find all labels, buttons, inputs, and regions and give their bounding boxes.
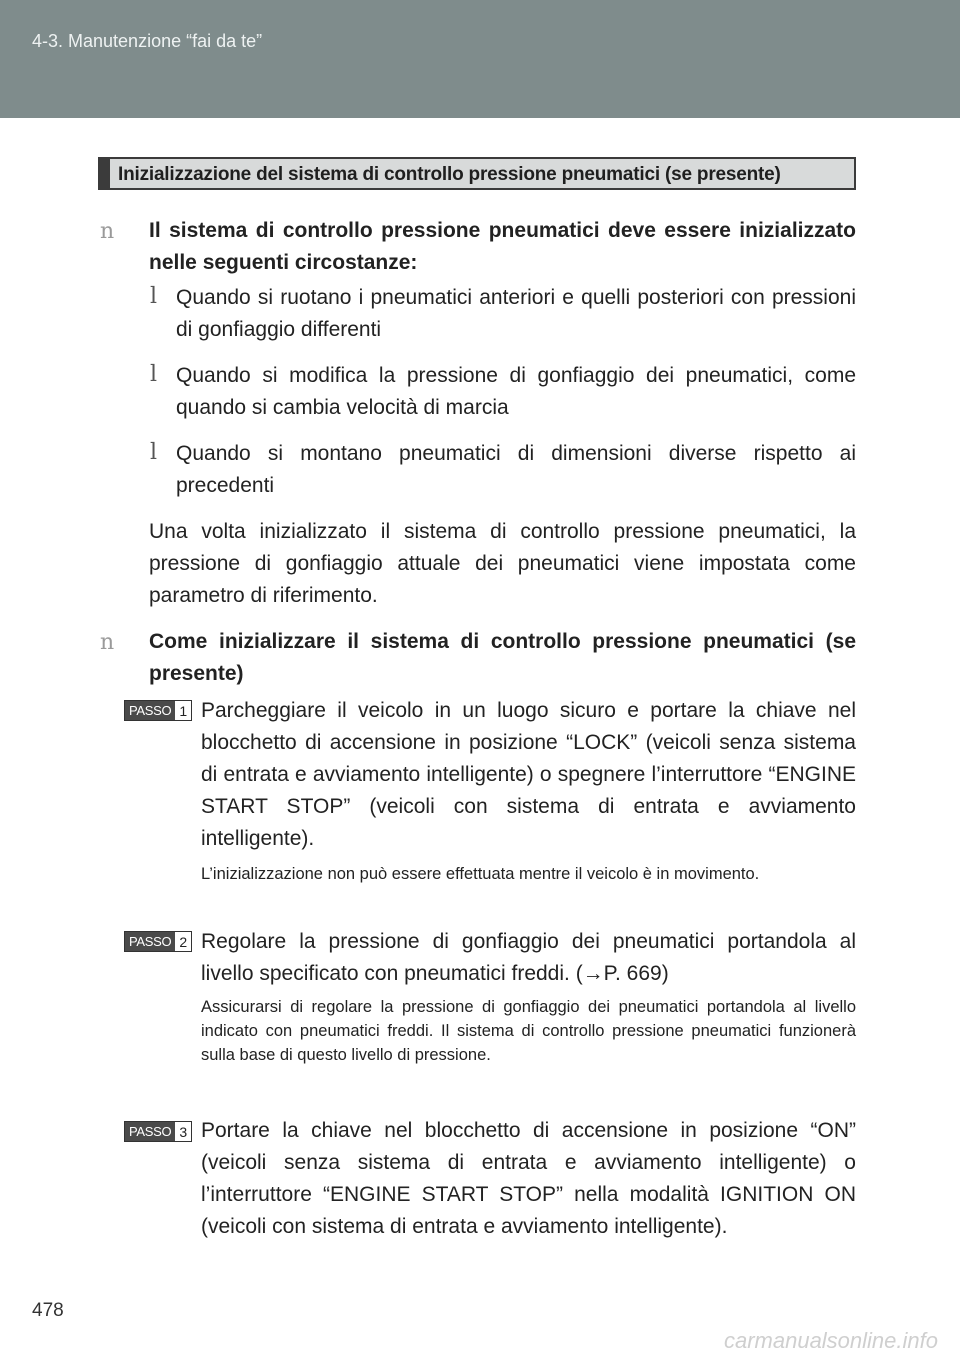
list-item: Quando si modifica la pressione di gonfiaggio dei pneumatici, come quando si cambia velocità di marcia <box>176 364 856 419</box>
page-number: 478 <box>32 1300 64 1321</box>
step-number: 3 <box>175 1122 191 1141</box>
step-note: L’inizializzazione non può essere effettuata mentre il veicolo è in movimento. <box>201 865 760 883</box>
step-label: PASSO <box>125 932 175 951</box>
header-section-title: 4-3. Manutenzione “fai da te” <box>32 31 263 51</box>
list-item: Quando si montano pneumatici di dimensioni diverse rispetto ai precedenti <box>176 442 856 497</box>
step-label: PASSO <box>125 1122 175 1141</box>
round-bullet-icon: l <box>150 284 158 309</box>
watermark: carmanualsonline.info <box>723 1328 938 1353</box>
section-title: Inizializzazione del sistema di controllo pressione pneumatici (se presente) <box>118 164 781 185</box>
round-bullet-icon: l <box>150 362 158 387</box>
square-bullet-icon: n <box>100 630 115 655</box>
block1-paragraph: Una volta inizializzato il sistema di controllo pressione pneumatici, la pressione di gonfiaggio attuale dei pneumatici viene impostata come parametro di riferimento. <box>149 520 856 607</box>
step-number: 1 <box>175 701 191 720</box>
step-badge <box>124 931 192 952</box>
section-title-bar <box>98 157 856 190</box>
step-text: Regolare la pressione di gonfiaggio dei pneumatici portandola al livello specificato con pneumatici freddi. (→P. 669) <box>201 930 856 985</box>
round-bullet-icon: l <box>150 440 158 465</box>
step-number: 2 <box>175 932 191 951</box>
block2-heading: Come inizializzare il sistema di controllo pressione pneumatici (se presente) <box>149 630 856 685</box>
step-badge <box>124 700 192 721</box>
step-text: Portare la chiave nel blocchetto di accensione in posizione “ON” (veicoli senza sistema di entrata e avviamento intelligente) o l’interruttore “ENGINE START STOP” nella modalità IGNITION ON (veicoli con sistema di entrata e avviamento intelligente). <box>201 1119 856 1238</box>
step-note: Assicurarsi di regolare la pressione di gonfiaggio dei pneumatici portandola al livello indicato con pneumatici freddi. Il sistema di controllo pressione pneumatici funzionerà sulla base di questo livello di pressione. <box>201 998 856 1064</box>
step-badge <box>124 1121 192 1142</box>
step-label: PASSO <box>125 701 175 720</box>
step-text: Parcheggiare il veicolo in un luogo sicuro e portare la chiave nel blocchetto di accensione in posizione “LOCK” (veicoli senza sistema di entrata e avviamento intelligente) o spegnere l’interruttore “ENGINE START STOP” (veicoli con sistema di entrata e avviamento intelligente). <box>201 699 856 850</box>
list-item: Quando si ruotano i pneumatici anteriori e quelli posteriori con pressioni di gonfiaggio differenti <box>176 286 856 341</box>
block1-heading: Il sistema di controllo pressione pneumatici deve essere inizializzato nelle seguenti circostanze: <box>149 219 856 274</box>
square-bullet-icon: n <box>100 219 115 244</box>
page-header <box>0 0 960 118</box>
